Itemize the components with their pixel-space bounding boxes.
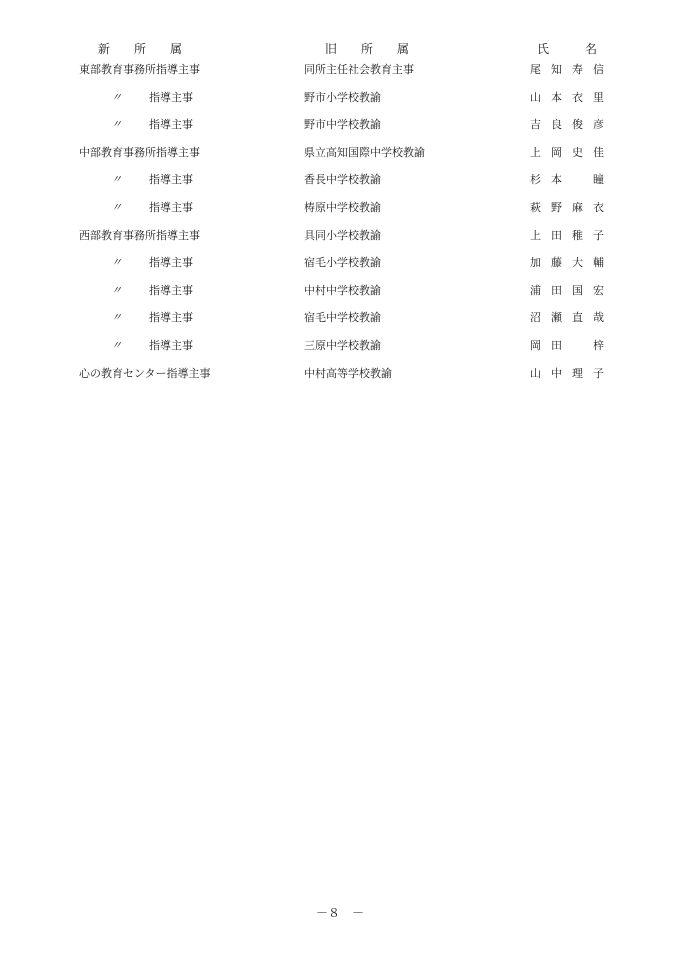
new-affiliation-cell	[111, 309, 193, 325]
name-character: 本	[551, 90, 562, 104]
name-character: 史	[572, 145, 583, 159]
name-character: 寿	[572, 63, 583, 76]
name-character: 瀬	[551, 311, 562, 325]
table-row	[0, 226, 680, 254]
name-character: 上	[530, 228, 541, 242]
table-row	[0, 143, 680, 171]
new-affiliation-cell	[111, 282, 193, 298]
name-character: 信	[593, 63, 604, 76]
person-name-cell	[530, 309, 604, 325]
name-character: 田	[551, 338, 562, 352]
new-title: 指導主事	[149, 311, 193, 325]
person-name-cell	[530, 199, 604, 215]
ditto-mark: 〃	[111, 200, 122, 214]
name-character: 藤	[551, 256, 562, 270]
name-character: 彦	[593, 118, 604, 132]
name-character: 佳	[593, 145, 604, 159]
table-header	[0, 40, 680, 58]
header-old-affiliation: 旧 所 属	[325, 42, 410, 56]
name-character: 大	[572, 256, 583, 270]
old-affiliation-cell: 梼原中学校教諭	[304, 200, 381, 214]
name-character: 山	[530, 90, 541, 104]
name-character: 萩	[530, 200, 541, 214]
new-affiliation-cell	[111, 254, 193, 270]
name-character: 麻	[572, 200, 583, 214]
name-character: 子	[593, 366, 604, 380]
old-affiliation-cell: 香長中学校教諭	[304, 173, 381, 187]
name-character: 野	[551, 200, 562, 214]
person-name-cell	[530, 337, 604, 353]
person-name-cell	[530, 254, 604, 270]
new-title: 指導主事	[149, 200, 193, 214]
table-row	[0, 364, 680, 392]
personnel-list	[0, 60, 680, 391]
person-name-cell	[530, 61, 604, 77]
name-character: 直	[572, 311, 583, 325]
name-character	[572, 337, 583, 353]
name-character: 山	[530, 366, 541, 380]
name-character: 加	[530, 256, 541, 270]
name-character: 里	[593, 90, 604, 104]
table-row	[0, 198, 680, 226]
new-affiliation-cell: 中部教育事務所指導主事	[79, 145, 200, 159]
table-row	[0, 88, 680, 116]
table-row	[0, 253, 680, 281]
name-character: 瞳	[593, 173, 604, 187]
name-character: 良	[551, 118, 562, 132]
table-row	[0, 170, 680, 198]
old-affiliation-cell: 中村中学校教諭	[304, 283, 381, 297]
name-character: 俊	[572, 118, 583, 132]
ditto-mark: 〃	[111, 173, 122, 187]
ditto-mark: 〃	[111, 338, 122, 352]
table-row	[0, 281, 680, 309]
old-affiliation-cell: 野市小学校教諭	[304, 90, 381, 104]
name-character: 田	[551, 228, 562, 242]
name-character: 国	[572, 283, 583, 297]
new-affiliation-cell	[111, 199, 193, 215]
ditto-mark: 〃	[111, 311, 122, 325]
name-character: 子	[593, 228, 604, 242]
name-character: 知	[551, 63, 562, 76]
header-new-affiliation: 新 所 属	[98, 42, 183, 56]
new-affiliation-cell: 心の教育センター指導主事	[79, 366, 211, 380]
old-affiliation-cell: 野市中学校教諭	[304, 118, 381, 132]
person-name-cell	[530, 89, 604, 105]
new-title: 指導主事	[149, 118, 193, 132]
new-title: 指導主事	[149, 256, 193, 270]
old-affiliation-cell: 三原中学校教諭	[304, 338, 381, 352]
old-affiliation-cell: 宿毛中学校教諭	[304, 311, 381, 325]
person-name-cell	[530, 227, 604, 243]
new-affiliation-cell: 東部教育事務所指導主事	[79, 63, 200, 76]
new-title: 指導主事	[149, 283, 193, 297]
name-character: 梓	[593, 338, 604, 352]
new-affiliation-cell	[111, 337, 193, 353]
ditto-mark: 〃	[111, 283, 122, 297]
ditto-mark: 〃	[111, 256, 122, 270]
table-row	[0, 60, 680, 88]
name-character: 上	[530, 145, 541, 159]
person-name-cell	[530, 365, 604, 381]
new-title: 指導主事	[149, 338, 193, 352]
page-number: －８ －	[315, 906, 364, 920]
name-character: 尾	[530, 63, 541, 76]
name-character: 浦	[530, 283, 541, 297]
new-affiliation-cell: 西部教育事務所指導主事	[79, 228, 200, 242]
name-character: 本	[551, 173, 562, 187]
name-character: 輔	[593, 256, 604, 270]
name-character: 田	[551, 283, 562, 297]
ditto-mark: 〃	[111, 118, 122, 132]
name-character: 中	[551, 366, 562, 380]
person-name-cell	[530, 144, 604, 160]
old-affiliation-cell: 同所主任社会教育主事	[304, 63, 414, 76]
name-character	[572, 171, 583, 187]
name-character: 稚	[572, 228, 583, 242]
person-name-cell	[530, 116, 604, 132]
old-affiliation-cell: 県立高知国際中学校教諭	[304, 145, 425, 159]
old-affiliation-cell: 宿毛小学校教諭	[304, 256, 381, 270]
name-character: 岡	[530, 338, 541, 352]
person-name-cell	[530, 171, 604, 187]
name-character: 杉	[530, 173, 541, 187]
name-character: 岡	[551, 145, 562, 159]
name-character: 衣	[593, 200, 604, 214]
old-affiliation-cell: 中村高等学校教諭	[304, 366, 392, 380]
name-character: 哉	[593, 311, 604, 325]
new-affiliation-cell	[111, 89, 193, 105]
ditto-mark: 〃	[111, 90, 122, 104]
name-character: 沼	[530, 311, 541, 325]
name-character: 衣	[572, 90, 583, 104]
person-name-cell	[530, 282, 604, 298]
new-title: 指導主事	[149, 90, 193, 104]
new-title: 指導主事	[149, 173, 193, 187]
name-character: 吉	[530, 118, 541, 132]
new-affiliation-cell	[111, 116, 193, 132]
table-row	[0, 336, 680, 364]
header-name: 氏 名	[537, 42, 598, 56]
name-character: 理	[572, 366, 583, 380]
old-affiliation-cell: 具同小学校教諭	[304, 228, 381, 242]
table-row	[0, 115, 680, 143]
table-row	[0, 308, 680, 336]
new-affiliation-cell	[111, 171, 193, 187]
name-character: 宏	[593, 283, 604, 297]
